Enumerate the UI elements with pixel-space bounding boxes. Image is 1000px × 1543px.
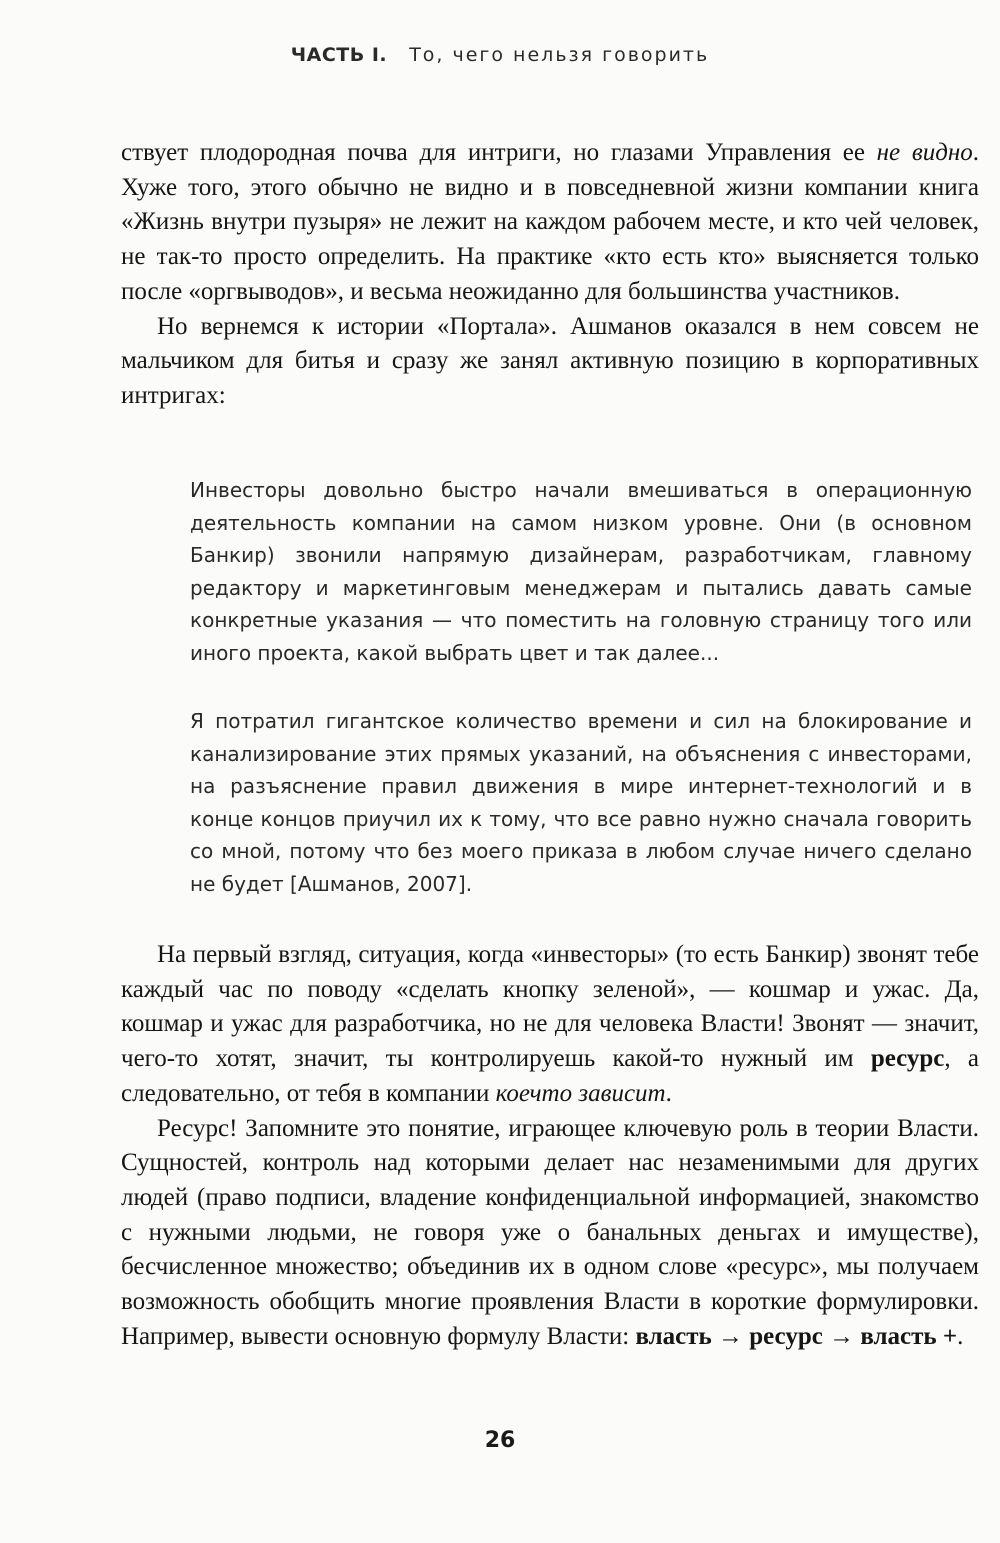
- running-head: [0, 44, 1000, 66]
- paragraph-3-text-b: , а следовательно, от тебя в компании: [121, 1045, 979, 1107]
- quote-1-text: Инвесторы довольно быстро начали вмешиваться в операционную деятельность компании на самом низком уровне. Они (в основном Банкир) звонили напрямую дизайнерам, разработчикам, главному редактору и маркетинговым менеджерам и пытались давать самые конкретные указания — что поместить на головную страницу того или иного проекта, какой выбрать цвет и так далее...: [190, 478, 972, 665]
- paragraph-3-text-a: На первый взгляд, ситуация, когда «инвесторы» (то есть Банкир) звонят тебе каждый час по поводу «сделать кнопку зеленой», — кошмар и ужас. Да, кошмар и ужас для разработчика, но не для человека Власти! Звонят — значит, чего-то хотят, значит, ты контролируешь какой-то нужный им: [121, 941, 979, 1073]
- paragraph-4-text-a: Ресурс! Запомните это понятие, играющее ключевую роль в теории Власти. Сущностей, контроль над которыми делает нас незаменимыми для других людей (право подписи, владение конфиденциальной информацией, знакомство с нужными людьми, не говоря уже о банальных деньгах и имуществе), бесчисленное множество; объединив их в одном слове «ресурс», мы получаем возможность обобщить многие проявления Власти в короткие формулировки. Например, вывести основную формулу Власти:: [121, 1114, 979, 1350]
- page-number: 26: [484, 1428, 516, 1453]
- chapter-title: То, чего нельзя говорить: [409, 44, 710, 66]
- paragraph-3-emphasis: коечто зависит: [495, 1079, 666, 1107]
- paragraph-3-bold-term: ресурс: [870, 1045, 945, 1073]
- body-text-top: [121, 136, 979, 414]
- paragraph-2: Но вернемся к истории «Портала». Ашманов оказался в нем совсем не мальчиком для битья и сразу же занял активную позицию в корпоративных интригах:: [121, 312, 979, 409]
- block-quote-1: [190, 474, 972, 670]
- block-quote-2: [190, 705, 972, 901]
- paragraph-3: [121, 938, 979, 1112]
- quote-2-text: Я потратил гигантское количество времени и сил на блокирование и канализирование этих прямых указаний, на объяснения с инвесторами, на разъяснение правил движения в мире интернет-технологий и в конце концов приучил их к тому, что все равно нужно сначала говорить со мной, потому что без моего приказа в любом случае ничего сделано не будет [Ашманов, 2007].: [190, 709, 972, 896]
- paragraph-3-text-c: .: [665, 1079, 672, 1107]
- body-text-bottom: [121, 938, 979, 1354]
- paragraph-1: [121, 136, 979, 310]
- paragraph-4: [121, 1112, 979, 1355]
- part-label: ЧАСТЬ I.: [290, 44, 388, 66]
- paragraph-1-text-b: . Хуже того, этого обычно не видно и в повседневной жизни компании книга «Жизнь внутри пузыря» не лежит на каждом рабочем месте, и кто чей человек, не так-то просто определить. На практике «кто есть кто» выясняется только после «оргвыводов», и весьма неожиданно для большинства участников.: [121, 139, 980, 305]
- paragraph-1-emphasis: не видно: [876, 139, 973, 166]
- paragraph-1-text-a: ствует плодородная почва для интриги, но глазами Управления ее: [121, 139, 877, 166]
- paragraph-4-text-b: .: [957, 1322, 964, 1350]
- power-formula: власть → ресурс → власть +: [635, 1322, 958, 1350]
